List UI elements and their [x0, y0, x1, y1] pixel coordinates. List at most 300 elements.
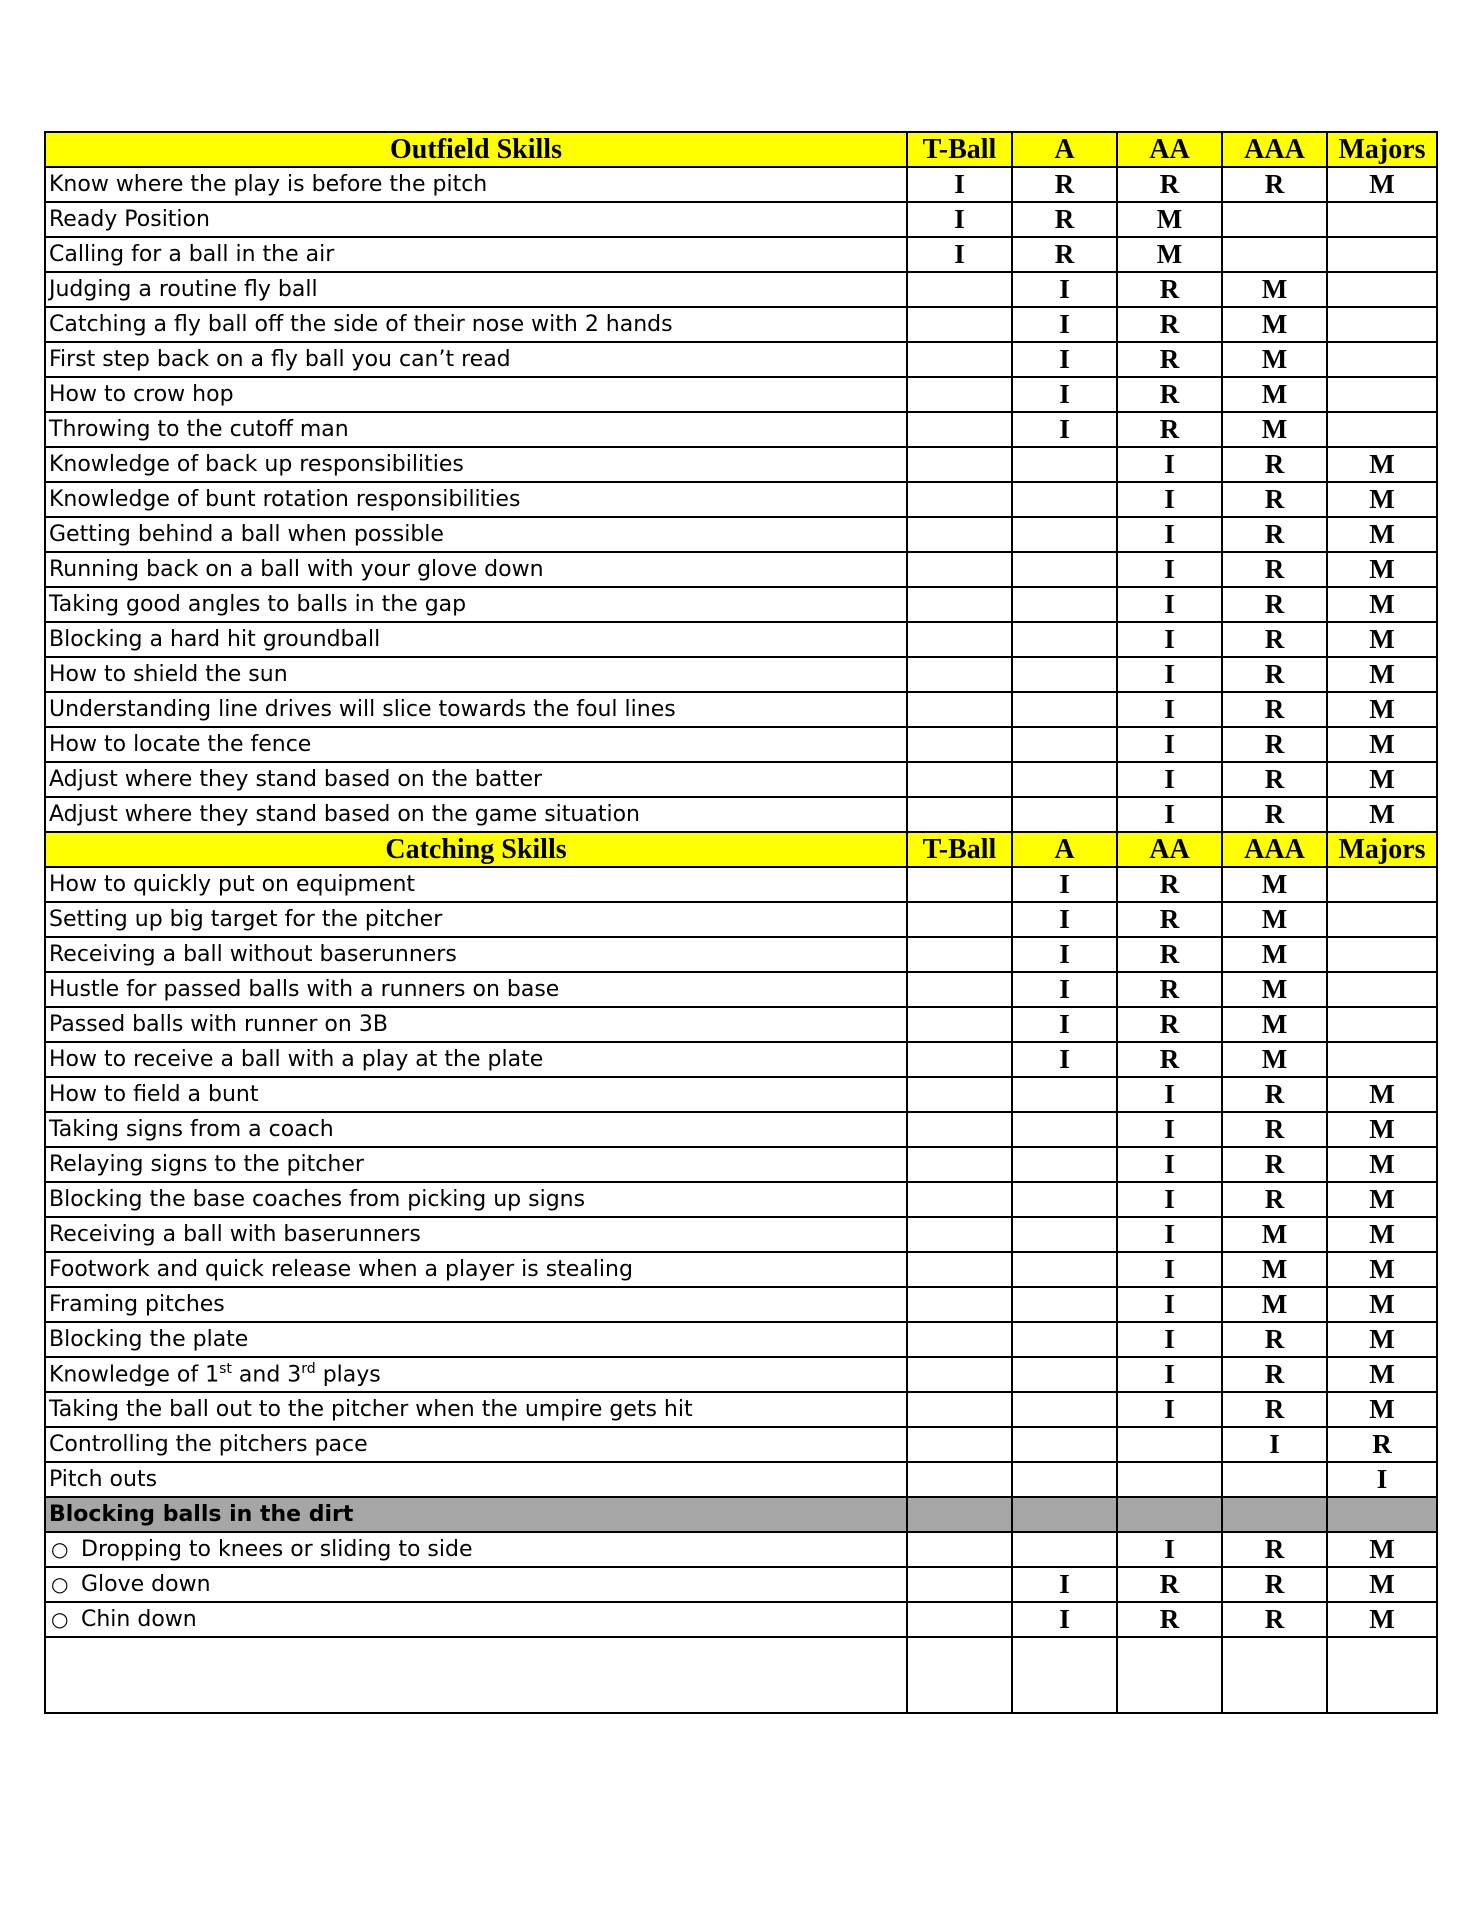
empty-cell — [1012, 1637, 1117, 1713]
level-mark-a — [1012, 1357, 1117, 1392]
level-mark-t-ball — [907, 1532, 1012, 1567]
section-header-row — [45, 832, 1437, 867]
level-mark-a — [1012, 1322, 1117, 1357]
level-mark-aa: I — [1117, 1217, 1222, 1252]
skill-label-text: Dropping to knees or sliding to side — [81, 1537, 473, 1562]
empty-cell — [45, 1637, 907, 1713]
table-row — [45, 447, 1437, 482]
level-mark-aaa — [1222, 1497, 1327, 1532]
skill-label — [45, 972, 907, 1007]
level-mark-aaa: M — [1222, 972, 1327, 1007]
column-header-aaa: AAA — [1222, 132, 1327, 167]
level-mark-majors: M — [1327, 1112, 1437, 1147]
skill-label-text: Receiving a ball with baserunners — [49, 1222, 421, 1247]
table-row — [45, 692, 1437, 727]
skill-label-text: Knowledge of back up responsibilities — [49, 452, 464, 477]
table-row — [45, 1462, 1437, 1497]
bullet-icon: ○ — [51, 1607, 69, 1631]
level-mark-t-ball — [907, 342, 1012, 377]
level-mark-t-ball — [907, 1007, 1012, 1042]
level-mark-aa: I — [1117, 1182, 1222, 1217]
level-mark-t-ball — [907, 937, 1012, 972]
level-mark-aa: I — [1117, 1532, 1222, 1567]
skills-table-body — [45, 132, 1437, 1713]
ordinal-suffix: st — [219, 1361, 232, 1378]
blank-row — [45, 1637, 1437, 1713]
table-row — [45, 762, 1437, 797]
empty-cell — [1117, 1637, 1222, 1713]
level-mark-aa: R — [1117, 342, 1222, 377]
skill-label — [45, 412, 907, 447]
skill-label-text: Receiving a ball without baserunners — [49, 942, 457, 967]
level-mark-a — [1012, 727, 1117, 762]
level-mark-majors — [1327, 1042, 1437, 1077]
level-mark-majors — [1327, 867, 1437, 902]
skill-label-text: Blocking balls in the dirt — [49, 1502, 354, 1527]
skill-label — [45, 622, 907, 657]
level-mark-aaa: R — [1222, 1602, 1327, 1637]
column-header-t-ball: T-Ball — [907, 832, 1012, 867]
level-mark-a — [1012, 1497, 1117, 1532]
level-mark-aa: I — [1117, 1077, 1222, 1112]
skill-label — [45, 1357, 907, 1392]
skill-label-text: How to quickly put on equipment — [49, 872, 416, 897]
level-mark-aaa: R — [1222, 1112, 1327, 1147]
skill-label — [45, 1427, 907, 1462]
level-mark-aaa: R — [1222, 482, 1327, 517]
level-mark-majors: M — [1327, 167, 1437, 202]
level-mark-t-ball: I — [907, 237, 1012, 272]
level-mark-majors — [1327, 1007, 1437, 1042]
level-mark-aa — [1117, 1462, 1222, 1497]
skill-label — [45, 1042, 907, 1077]
level-mark-aaa: M — [1222, 1252, 1327, 1287]
level-mark-aa: I — [1117, 552, 1222, 587]
level-mark-a — [1012, 482, 1117, 517]
level-mark-majors — [1327, 412, 1437, 447]
level-mark-t-ball — [907, 1497, 1012, 1532]
level-mark-aaa: R — [1222, 622, 1327, 657]
level-mark-aaa: M — [1222, 307, 1327, 342]
level-mark-a: R — [1012, 237, 1117, 272]
level-mark-a: I — [1012, 1567, 1117, 1602]
level-mark-aaa — [1222, 202, 1327, 237]
skill-label — [45, 517, 907, 552]
skill-label-text: and 3 — [231, 1362, 302, 1388]
skill-label — [45, 342, 907, 377]
skill-label-text: Catching a fly ball off the side of their nose with 2 hands — [49, 312, 673, 337]
level-mark-aaa: M — [1222, 272, 1327, 307]
skill-label-text: Blocking the plate — [49, 1327, 249, 1352]
level-mark-aaa: R — [1222, 692, 1327, 727]
table-row — [45, 1007, 1437, 1042]
table-row — [45, 1567, 1437, 1602]
level-mark-aaa: M — [1222, 377, 1327, 412]
level-mark-aa: I — [1117, 1357, 1222, 1392]
skill-label — [45, 202, 907, 237]
level-mark-t-ball — [907, 377, 1012, 412]
level-mark-a — [1012, 692, 1117, 727]
skill-label-text: First step back on a fly ball you can’t read — [49, 347, 511, 372]
level-mark-aaa: R — [1222, 727, 1327, 762]
skill-label — [45, 1077, 907, 1112]
skills-table — [44, 131, 1438, 1714]
table-row — [45, 377, 1437, 412]
skill-label-text: Footwork and quick release when a player is stealing — [49, 1257, 633, 1282]
skill-label — [45, 552, 907, 587]
table-row — [45, 1042, 1437, 1077]
level-mark-a: I — [1012, 307, 1117, 342]
skill-label — [45, 727, 907, 762]
skill-label — [45, 762, 907, 797]
level-mark-aa: I — [1117, 1287, 1222, 1322]
level-mark-a: I — [1012, 972, 1117, 1007]
level-mark-aa: R — [1117, 412, 1222, 447]
level-mark-t-ball — [907, 797, 1012, 832]
table-row — [45, 1182, 1437, 1217]
skill-label-text: Pitch outs — [49, 1467, 158, 1492]
skill-label — [45, 237, 907, 272]
level-mark-a — [1012, 1252, 1117, 1287]
skill-label-text: Taking good angles to balls in the gap — [49, 592, 467, 617]
level-mark-t-ball — [907, 867, 1012, 902]
table-row — [45, 272, 1437, 307]
table-row — [45, 622, 1437, 657]
level-mark-majors: I — [1327, 1462, 1437, 1497]
table-row — [45, 1217, 1437, 1252]
skill-label — [45, 167, 907, 202]
level-mark-aaa — [1222, 1462, 1327, 1497]
skill-label-text: Throwing to the cutoff man — [49, 417, 349, 442]
level-mark-aaa: R — [1222, 447, 1327, 482]
table-row — [45, 1077, 1437, 1112]
table-row — [45, 307, 1437, 342]
level-mark-t-ball — [907, 552, 1012, 587]
level-mark-aaa: R — [1222, 1357, 1327, 1392]
level-mark-aa: M — [1117, 237, 1222, 272]
level-mark-aaa: M — [1222, 1042, 1327, 1077]
level-mark-aaa — [1222, 237, 1327, 272]
level-mark-aa: I — [1117, 692, 1222, 727]
skill-label-text: plays — [315, 1362, 381, 1388]
skill-label — [45, 1392, 907, 1427]
level-mark-majors: R — [1327, 1427, 1437, 1462]
level-mark-a: I — [1012, 272, 1117, 307]
level-mark-a: I — [1012, 377, 1117, 412]
level-mark-a — [1012, 1182, 1117, 1217]
level-mark-majors: M — [1327, 482, 1437, 517]
skill-label-text: Know where the play is before the pitch — [49, 172, 488, 197]
level-mark-a — [1012, 1112, 1117, 1147]
level-mark-t-ball — [907, 1427, 1012, 1462]
table-row — [45, 552, 1437, 587]
table-row — [45, 902, 1437, 937]
level-mark-a — [1012, 517, 1117, 552]
level-mark-t-ball — [907, 692, 1012, 727]
table-row — [45, 587, 1437, 622]
skill-label-text: Adjust where they stand based on the batter — [49, 767, 543, 792]
level-mark-a — [1012, 762, 1117, 797]
table-row — [45, 1602, 1437, 1637]
level-mark-t-ball — [907, 1252, 1012, 1287]
level-mark-aaa: M — [1222, 1217, 1327, 1252]
level-mark-t-ball — [907, 1112, 1012, 1147]
level-mark-aa: I — [1117, 1252, 1222, 1287]
level-mark-majors — [1327, 972, 1437, 1007]
skill-label-text: How to crow hop — [49, 382, 234, 407]
skill-label — [45, 1462, 907, 1497]
level-mark-majors — [1327, 902, 1437, 937]
ordinal-suffix: rd — [301, 1361, 316, 1378]
level-mark-majors: M — [1327, 1532, 1437, 1567]
level-mark-aa: I — [1117, 1112, 1222, 1147]
level-mark-aa: I — [1117, 1392, 1222, 1427]
level-mark-majors — [1327, 237, 1437, 272]
level-mark-t-ball — [907, 587, 1012, 622]
level-mark-majors: M — [1327, 1252, 1437, 1287]
level-mark-aaa: R — [1222, 1567, 1327, 1602]
level-mark-aa: I — [1117, 762, 1222, 797]
level-mark-aaa: R — [1222, 1322, 1327, 1357]
level-mark-a — [1012, 657, 1117, 692]
level-mark-aa: I — [1117, 727, 1222, 762]
level-mark-majors: M — [1327, 552, 1437, 587]
column-header-a: A — [1012, 132, 1117, 167]
level-mark-majors — [1327, 307, 1437, 342]
level-mark-majors: M — [1327, 692, 1437, 727]
level-mark-aa: R — [1117, 1567, 1222, 1602]
level-mark-aaa: R — [1222, 1077, 1327, 1112]
level-mark-majors — [1327, 202, 1437, 237]
skill-label — [45, 1567, 907, 1602]
skill-label — [45, 1287, 907, 1322]
skill-label-text: Chin down — [81, 1607, 197, 1632]
skill-label — [45, 307, 907, 342]
level-mark-aaa: M — [1222, 902, 1327, 937]
level-mark-t-ball — [907, 517, 1012, 552]
level-mark-majors — [1327, 342, 1437, 377]
skill-label — [45, 657, 907, 692]
empty-cell — [1327, 1637, 1437, 1713]
level-mark-aa: R — [1117, 1602, 1222, 1637]
skill-label-text: Controlling the pitchers pace — [49, 1432, 368, 1457]
level-mark-aa — [1117, 1497, 1222, 1532]
level-mark-t-ball — [907, 1077, 1012, 1112]
level-mark-t-ball — [907, 1462, 1012, 1497]
column-header-t-ball: T-Ball — [907, 132, 1012, 167]
level-mark-a — [1012, 1077, 1117, 1112]
level-mark-aaa: R — [1222, 1392, 1327, 1427]
level-mark-a: I — [1012, 342, 1117, 377]
skill-label-text: Passed balls with runner on 3B — [49, 1012, 388, 1037]
level-mark-aaa: R — [1222, 167, 1327, 202]
level-mark-majors: M — [1327, 1182, 1437, 1217]
level-mark-t-ball — [907, 1147, 1012, 1182]
level-mark-a — [1012, 447, 1117, 482]
level-mark-t-ball: I — [907, 167, 1012, 202]
level-mark-a: I — [1012, 1007, 1117, 1042]
level-mark-aa: I — [1117, 482, 1222, 517]
table-row — [45, 342, 1437, 377]
level-mark-majors — [1327, 1497, 1437, 1532]
table-row — [45, 517, 1437, 552]
level-mark-t-ball — [907, 272, 1012, 307]
skill-label — [45, 1252, 907, 1287]
skill-label — [45, 902, 907, 937]
skill-label — [45, 377, 907, 412]
level-mark-majors: M — [1327, 1602, 1437, 1637]
level-mark-majors: M — [1327, 1217, 1437, 1252]
section-header-row — [45, 132, 1437, 167]
skill-label — [45, 867, 907, 902]
level-mark-aaa: M — [1222, 342, 1327, 377]
level-mark-t-ball — [907, 1322, 1012, 1357]
section-title: Catching Skills — [45, 832, 907, 867]
skill-label-text: Knowledge of bunt rotation responsibilities — [49, 487, 521, 512]
table-row — [45, 1392, 1437, 1427]
column-header-aa: AA — [1117, 132, 1222, 167]
level-mark-t-ball — [907, 902, 1012, 937]
level-mark-majors: M — [1327, 587, 1437, 622]
level-mark-a — [1012, 1532, 1117, 1567]
skill-label — [45, 482, 907, 517]
level-mark-aa: I — [1117, 587, 1222, 622]
level-mark-aa: R — [1117, 272, 1222, 307]
table-row — [45, 412, 1437, 447]
level-mark-majors: M — [1327, 1322, 1437, 1357]
subsection-row — [45, 1497, 1437, 1532]
level-mark-majors: M — [1327, 762, 1437, 797]
skill-label-text: Blocking the base coaches from picking up signs — [49, 1187, 586, 1212]
level-mark-aa: I — [1117, 622, 1222, 657]
level-mark-t-ball — [907, 657, 1012, 692]
skill-label-text: Taking the ball out to the pitcher when the umpire gets hit — [49, 1397, 693, 1422]
level-mark-t-ball — [907, 447, 1012, 482]
level-mark-t-ball — [907, 762, 1012, 797]
level-mark-majors: M — [1327, 517, 1437, 552]
skill-label-text: Hustle for passed balls with a runners on base — [49, 977, 560, 1002]
level-mark-t-ball — [907, 972, 1012, 1007]
level-mark-t-ball — [907, 1182, 1012, 1217]
level-mark-aaa: M — [1222, 1287, 1327, 1322]
level-mark-a — [1012, 1462, 1117, 1497]
level-mark-majors: M — [1327, 657, 1437, 692]
skill-label — [45, 1497, 907, 1532]
level-mark-majors: M — [1327, 447, 1437, 482]
skill-label-text: How to shield the sun — [49, 662, 288, 687]
table-row — [45, 1322, 1437, 1357]
level-mark-aaa: I — [1222, 1427, 1327, 1462]
level-mark-majors: M — [1327, 1077, 1437, 1112]
level-mark-a: I — [1012, 1602, 1117, 1637]
level-mark-t-ball — [907, 482, 1012, 517]
empty-cell — [907, 1637, 1012, 1713]
skill-label-text: How to field a bunt — [49, 1082, 259, 1107]
table-row — [45, 1287, 1437, 1322]
level-mark-t-ball — [907, 307, 1012, 342]
level-mark-t-ball — [907, 727, 1012, 762]
skill-label — [45, 1112, 907, 1147]
table-row — [45, 972, 1437, 1007]
level-mark-majors — [1327, 377, 1437, 412]
column-header-aa: AA — [1117, 832, 1222, 867]
skill-label-text: Ready Position — [49, 207, 210, 232]
table-row — [45, 867, 1437, 902]
skill-label-text: How to receive a ball with a play at the plate — [49, 1047, 544, 1072]
level-mark-aaa: R — [1222, 1532, 1327, 1567]
level-mark-t-ball — [907, 412, 1012, 447]
table-row — [45, 1252, 1437, 1287]
table-row — [45, 1532, 1437, 1567]
table-row — [45, 1427, 1437, 1462]
level-mark-t-ball — [907, 622, 1012, 657]
skill-label-text: Glove down — [81, 1572, 211, 1597]
table-row — [45, 797, 1437, 832]
skill-label-text: Setting up big target for the pitcher — [49, 907, 443, 932]
skill-label — [45, 937, 907, 972]
column-header-a: A — [1012, 832, 1117, 867]
level-mark-t-ball — [907, 1567, 1012, 1602]
level-mark-aa: I — [1117, 657, 1222, 692]
level-mark-a: I — [1012, 902, 1117, 937]
skill-label — [45, 1217, 907, 1252]
column-header-aaa: AAA — [1222, 832, 1327, 867]
level-mark-majors: M — [1327, 622, 1437, 657]
level-mark-aaa: R — [1222, 762, 1327, 797]
skill-label-text: Knowledge of 1 — [49, 1362, 220, 1388]
table-row — [45, 937, 1437, 972]
skill-label-text: Blocking a hard hit groundball — [49, 627, 381, 652]
level-mark-t-ball — [907, 1217, 1012, 1252]
level-mark-t-ball — [907, 1357, 1012, 1392]
skill-label — [45, 1322, 907, 1357]
level-mark-majors — [1327, 272, 1437, 307]
skill-label — [45, 1007, 907, 1042]
level-mark-a — [1012, 1287, 1117, 1322]
bullet-icon: ○ — [51, 1537, 69, 1561]
level-mark-aaa: M — [1222, 1007, 1327, 1042]
skill-label-text: Framing pitches — [49, 1292, 225, 1317]
skill-label — [45, 587, 907, 622]
level-mark-a: I — [1012, 412, 1117, 447]
level-mark-aaa: R — [1222, 1182, 1327, 1217]
skill-label-text: Adjust where they stand based on the game situation — [49, 802, 640, 827]
level-mark-aa: R — [1117, 1042, 1222, 1077]
level-mark-aaa: M — [1222, 412, 1327, 447]
level-mark-aa: I — [1117, 517, 1222, 552]
level-mark-aaa: R — [1222, 1147, 1327, 1182]
skill-label-text: Understanding line drives will slice towards the foul lines — [49, 697, 676, 722]
level-mark-t-ball — [907, 1392, 1012, 1427]
level-mark-t-ball — [907, 1042, 1012, 1077]
skill-label-text: Calling for a ball in the air — [49, 242, 335, 267]
level-mark-aa: R — [1117, 937, 1222, 972]
table-row — [45, 1112, 1437, 1147]
level-mark-a — [1012, 1392, 1117, 1427]
column-header-majors: Majors — [1327, 132, 1437, 167]
skill-label-text: Relaying signs to the pitcher — [49, 1152, 364, 1177]
level-mark-aaa: M — [1222, 937, 1327, 972]
table-row — [45, 727, 1437, 762]
level-mark-majors — [1327, 937, 1437, 972]
level-mark-majors: M — [1327, 727, 1437, 762]
level-mark-t-ball — [907, 1602, 1012, 1637]
level-mark-majors: M — [1327, 1392, 1437, 1427]
table-row — [45, 1357, 1437, 1392]
table-row — [45, 202, 1437, 237]
skill-label — [45, 1147, 907, 1182]
skill-label-text: Getting behind a ball when possible — [49, 522, 444, 547]
